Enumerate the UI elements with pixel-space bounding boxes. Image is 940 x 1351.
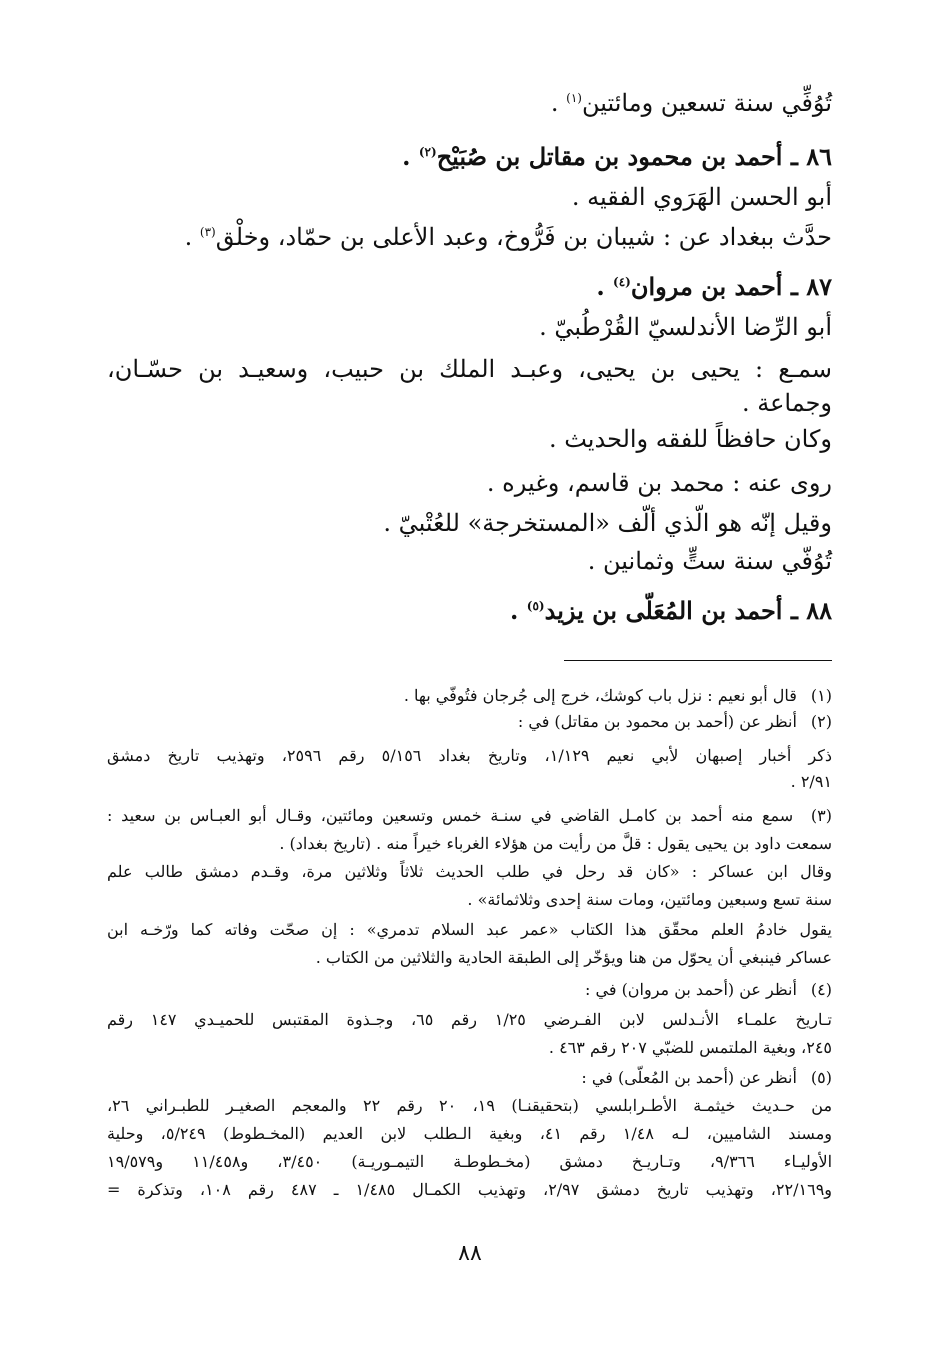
entry-heading-87: [107, 272, 832, 302]
footnote-text: سمع منه أحمد بن كامـل القاضي في سنـة خمس وتسعين ومائتين، وقـال أبو العبـاس بن سعيد :: [107, 806, 794, 825]
footnote-4: [107, 979, 832, 1001]
footnote-text: و٢٢/١٦٩، وتهذيب تاريخ دمشق ٢/٩٧، وتهذيب الكمـال ١/٤٨٥ ـ ٤٨٧ رقم ١٠٨، وتذكرة =: [107, 1180, 833, 1199]
punctuation: .: [184, 223, 200, 251]
footnote-text: أنظر عن (أحمد بن مروان) في :: [585, 980, 797, 999]
body-text: أبو الحسن الهَرَوي الفقيه .: [571, 183, 832, 211]
footnote-3-line-2: [107, 833, 832, 855]
footnote-4-line-3: [107, 1037, 832, 1059]
footnote-2-cont: [107, 745, 832, 767]
footnote-text: ومسند الشاميين، لـه ١/٤٨ رقم ٤١، وبغية الـطلب لابن العديم (المخـطوط) ٥/٢٤٩، وحلية: [107, 1124, 832, 1143]
entry-heading-88: [107, 596, 832, 626]
body-text: روى عنه : محمد بن قاسم، وغيره .: [486, 469, 832, 497]
entry-title: ٨٦ ـ أحمد بن محمود بن مقاتل بن صُبَيْح: [436, 142, 832, 171]
footnote-ref[interactable]: (١): [566, 91, 582, 105]
footnote-separator: [564, 660, 832, 661]
footnote-4-line-2: [107, 1009, 832, 1031]
footnote-5-line-2: [107, 1095, 832, 1117]
footnote-text: ذكر أخبار إصبهان لأبي نعيم ١/١٢٩، وتاريخ بغداد ٥/١٥٦ رقم ٢٥٩٦، وتهذيب تاريخ دمشق: [107, 746, 833, 765]
body-line-9: [107, 424, 832, 454]
footnote-text: أنظر عن (أحمد بن المُعلّى) في :: [581, 1068, 797, 1087]
footnote-3-line-6: [107, 947, 832, 969]
footnote-ref[interactable]: (٥): [526, 599, 545, 613]
body-text: أبو الرِّضا الأندلسيّ القُرْطُبيّ .: [539, 313, 832, 341]
punctuation: .: [510, 596, 527, 625]
body-line-7: [107, 354, 832, 384]
footnote-text: أنظر عن (أحمد بن محمود بن مقاتل) في :: [517, 712, 797, 731]
footnote-2-end: [107, 771, 832, 793]
page-number: ٨٨: [458, 1241, 482, 1266]
footnote-number: (٤): [810, 980, 832, 999]
body-line-4: [107, 222, 832, 252]
body-line-12: [107, 546, 832, 576]
body-text: وجماعة .: [741, 389, 832, 417]
footnote-text: سمعت داود بن يحيى يقول : قلَّ من رأيت من هؤلاء الغرباء خيراً منه . (تاريخ بغداد) .: [279, 834, 832, 853]
footnote-5-line-3: [107, 1123, 832, 1145]
footnote-ref[interactable]: (٢): [418, 145, 437, 159]
footnote-5-line-5: [107, 1179, 832, 1201]
punctuation: .: [596, 272, 614, 301]
body-text: وكان حافظاً للفقه والحديث .: [548, 425, 832, 453]
footnote-2: [107, 711, 832, 733]
body-line-10: [107, 468, 832, 498]
footnote-ref[interactable]: (٤): [613, 275, 631, 289]
footnote-text: الأوليـاء ٩/٣٦٦، وتـاريـخ دمشق (مخـطوطـة التيمـوريـة) ٣/٤٥٠، و١١/٤٥٨ و١٩/٥٧٩: [107, 1152, 833, 1171]
entry-title: ٨٧ ـ أحمد بن مروان: [630, 272, 832, 301]
footnote-5: [107, 1067, 832, 1089]
punctuation: .: [402, 142, 419, 171]
body-text: حدَّث ببغداد عن : شيبان بن فَرُّوخ، وعبد الأعلى بن حمّاد، وخلْق: [215, 223, 832, 251]
footnote-number: (٥): [810, 1068, 832, 1087]
footnote-3-line-4: [107, 889, 832, 911]
body-text: سمـع : يحيى بن يحيى، وعبـد الملك بن حبيب، وسعيـد بن حسّـان،: [107, 355, 832, 383]
body-line-11: [107, 508, 832, 538]
body-line-6: [107, 312, 832, 342]
punctuation: .: [550, 89, 567, 117]
entry-heading-86: [107, 142, 832, 172]
footnote-3: [107, 805, 832, 827]
body-line-8: [104, 388, 832, 418]
footnote-text: يقول خادمُ العلم محقّق هذا الكتاب «عمر عبد السلام تدمري» : إن صحّت وفاته كما ورّخـه ابن: [107, 920, 832, 939]
entry-title: ٨٨ ـ أحمد بن المُعَلّى بن يزيد: [544, 596, 832, 625]
footnote-5-line-4: [107, 1151, 832, 1173]
body-text: تُوُفّي سنة ستٍّ وثمانين .: [587, 547, 832, 575]
footnote-3-line-5: [107, 919, 832, 941]
footnote-number: (٣): [810, 806, 832, 825]
body-line-3: [107, 182, 832, 212]
footnote-text: عساكر فينبغي أن يحوّل من هنا ويؤخّر إلى الطبقة الحادية والثلاثين من الكتاب .: [315, 948, 832, 967]
footnote-text: قال أبو نعيم : نزل باب كوشك، خرج إلى جُرجان فتُوفّي بها .: [403, 686, 797, 705]
body-text: تُوُفِّي سنة تسعين ومائتين: [581, 89, 832, 117]
footnote-number: (١): [810, 686, 832, 705]
footnote-text: ٢/٩١ .: [790, 772, 832, 791]
footnote-text: ٢٤٥، وبغية الملتمس للضبّي ٢٠٧ رقم ٤٦٣ .: [548, 1038, 832, 1057]
footnote-text: من حـديث خيثمـة الأطـرابلسي (بتحقيقنـا) ١٩، ٢٠ رقم ٢٢ والمعجم الصغيـر للطبـراني ٢٦،: [107, 1096, 833, 1115]
footnote-1: [107, 685, 832, 707]
footnote-3-line-3: [107, 861, 832, 883]
body-line-1: [107, 88, 832, 118]
body-text: وقيل إنّه هو الّذي ألّف «المستخرجة» للعُتْبيّ .: [383, 509, 832, 537]
footnote-number: (٢): [810, 712, 832, 731]
footnote-ref[interactable]: (٣): [199, 225, 216, 239]
footnote-text: سنة تسع وسبعين ومائتين، ومات سنة إحدى وثلاثمائة» .: [467, 890, 832, 909]
footnote-text: تـاريخ علمـاء الأنـدلس لابن الفـرضي ١/٢٥ رقم ٦٥، وجـذوة المقتبس للحميـدي ١٤٧ رقم: [107, 1010, 833, 1029]
footnote-text: وقال ابن عساكر : «كان قد رحل في طلب الحديث ثلاثاً وثلاثين مرة، وقـدم دمشق طالب علم: [107, 862, 832, 881]
